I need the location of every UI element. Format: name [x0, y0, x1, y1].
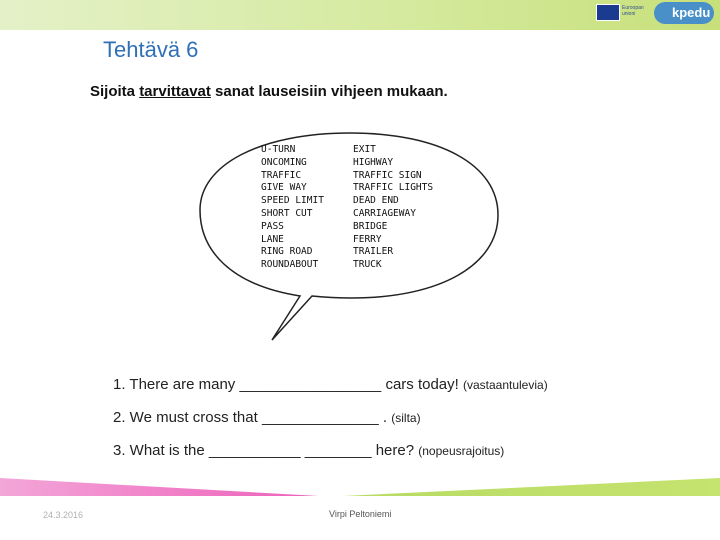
word-bank-item: FERRY — [353, 233, 382, 245]
word-bank-item: PASS — [261, 220, 284, 232]
page-title: Tehtävä 6 — [103, 37, 199, 62]
sentence-hint: (silta) — [391, 411, 421, 425]
sentence-text: 1. There are many _________________ cars today! — [113, 376, 463, 393]
sentence-hint: (vastaantulevia) — [462, 378, 548, 392]
word-bank-item: SHORT CUT — [261, 207, 313, 219]
sentence-text: 3. What is the ___________ ________ here? — [113, 442, 419, 459]
word-bank-right-column — [353, 144, 433, 272]
word-bank-item: EXIT — [353, 144, 376, 155]
word-bank-item: U-TURN — [261, 144, 296, 155]
footer-author: Virpi Peltoniemi — [329, 509, 392, 519]
word-bank-item: TRUCK — [353, 259, 382, 271]
word-bank-item: ROUNDABOUT — [261, 259, 319, 271]
word-bank-item: DEAD END — [353, 195, 399, 207]
word-bank-item: TRAILER — [353, 246, 394, 258]
word-bank-item: TRAFFIC SIGN — [353, 169, 422, 181]
instruction-part-1: Sijoita — [90, 83, 140, 100]
word-bank-item: CARRIAGEWAY — [353, 207, 416, 219]
sentence-1 — [113, 376, 548, 393]
footer-date: 24.3.2016 — [43, 510, 84, 520]
word-bank-item: LANE — [261, 233, 284, 245]
eu-logo-text: Euroopan unioni — [622, 5, 644, 17]
word-bank-item: HIGHWAY — [353, 156, 394, 168]
sentence-hint: (nopeusrajoitus) — [418, 444, 505, 458]
word-bank-item: RING ROAD — [261, 246, 313, 258]
sentence-text: 2. We must cross that ______________ . — [113, 409, 392, 426]
word-bank-item: ONCOMING — [261, 156, 307, 168]
word-bank-item: SPEED LIMIT — [261, 195, 324, 207]
sentence-2 — [113, 409, 421, 426]
word-bank-item: TRAFFIC — [261, 169, 302, 181]
kpedu-logo-text: kpedu — [672, 5, 711, 20]
instruction-underlined-word: tarvittavat — [139, 83, 211, 100]
instruction-part-2: sanat lauseisiin vihjeen mukaan. — [210, 83, 448, 100]
word-bank-left-column — [261, 144, 324, 272]
speech-bubble-outline — [200, 133, 498, 340]
sentence-3 — [113, 442, 504, 459]
word-bank-item: GIVE WAY — [261, 182, 307, 194]
word-bank-item: BRIDGE — [353, 220, 388, 232]
word-bank-item: TRAFFIC LIGHTS — [353, 182, 434, 194]
